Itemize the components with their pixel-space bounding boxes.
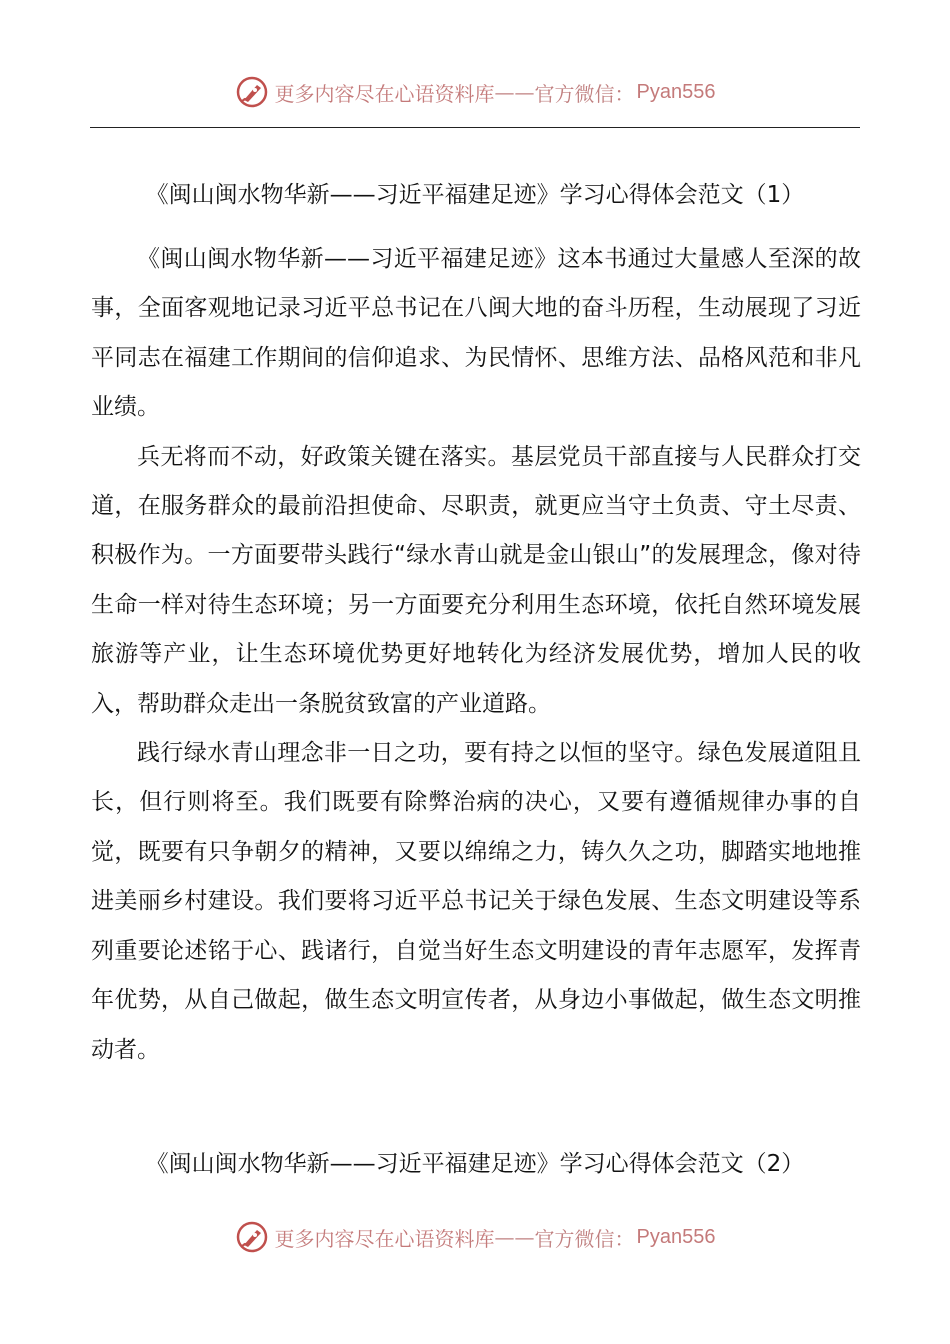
wechat-id: Pyan556: [636, 1225, 716, 1248]
wechat-label: 官方微信：: [534, 1226, 635, 1251]
pen-nib-logo-icon: [235, 75, 269, 109]
banner-text: 更多内容尽在心语资料库: [274, 81, 495, 106]
paragraph: 践行绿水青山理念非一日之功，要有持之以恒的坚守。绿色发展道阻且长，但行则将至。我们既要有除弊治病的决心，又要有遵循规律办事的自觉，既要有只争朝夕的精神，又要以绵绵之力，铸久久之功，脚踏实地地推进美丽乡村建设。我们要将习近平总书记关于绿色发展、生态文明建设等系列重要论述铭于心、践诸行，自觉当好生态文明建设的青年志愿军，发挥青年优势，从自己做起，做生态文明宣传者，从身边小事做起，做生态文明推动者。: [91, 740, 861, 1063]
wechat-label: 官方微信：: [534, 81, 635, 106]
header-banner: [0, 72, 950, 112]
wechat-id: Pyan556: [636, 80, 716, 103]
banner-text: 更多内容尽在心语资料库: [274, 1226, 495, 1251]
document-body: [91, 235, 861, 1075]
paragraph: 《闽山闽水物华新——习近平福建足迹》这本书通过大量感人至深的故事，全面客观地记录习近平总书记在八闽大地的奋斗历程，生动展现了习近平同志在福建工作期间的信仰追求、为民情怀、思维方法、品格风范和非凡业绩。: [91, 246, 861, 421]
paragraph: 兵无将而不动，好政策关键在落实。基层党员干部直接与人民群众打交道，在服务群众的最前沿担使命、尽职责，就更应当守土负责、守土尽责、积极作为。一方面要带头践行“绿水青山就是金山银山”的发展理念，像对待生命一样对待生态环境；另一方面要充分利用生态环境，依托自然环境发展旅游等产业，让生态环境优势更好地转化为经济发展优势，增加人民的收入，帮助群众走出一条脱贫致富的产业道路。: [91, 443, 861, 717]
footer-banner: [0, 1217, 950, 1257]
pen-nib-logo-icon: [235, 1220, 269, 1254]
banner-dash: ——: [494, 80, 535, 104]
document-title-2: 《闽山闽水物华新——习近平福建足迹》学习心得体会范文（2）: [145, 1151, 805, 1177]
document-title-1: 《闽山闽水物华新——习近平福建足迹》学习心得体会范文（1）: [145, 182, 805, 208]
header-divider: [90, 127, 860, 128]
banner-dash: ——: [494, 1225, 535, 1249]
